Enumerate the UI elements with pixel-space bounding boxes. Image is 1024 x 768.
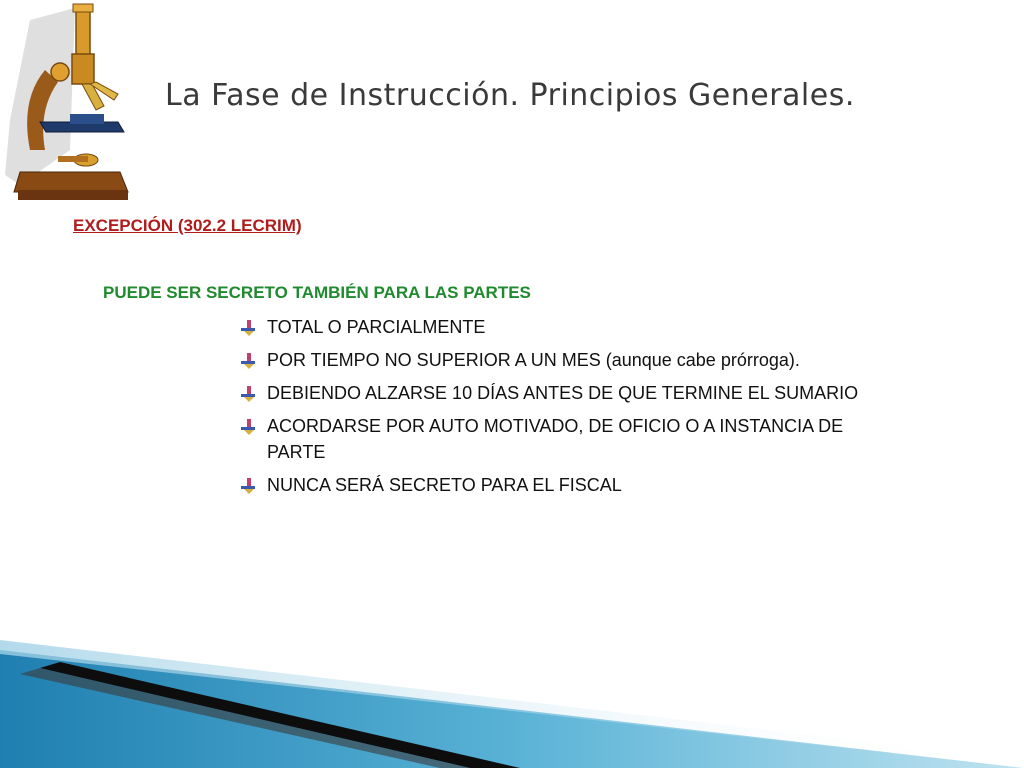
list-item-text: ACORDARSE POR AUTO MOTIVADO, DE OFICIO O A INSTANCIA DE PARTE [267,416,844,462]
arrow-bullet-icon [239,319,257,337]
list-item [238,314,898,340]
list-item [238,413,898,465]
arrow-bullet-icon [239,477,257,495]
list-item [238,472,898,498]
microscope-icon [0,0,150,210]
list-item [238,380,898,406]
list-item-text: DEBIENDO ALZARSE 10 DÍAS ANTES DE QUE TERMINE EL SUMARIO [267,383,859,403]
list-item [238,347,898,373]
list-item-text: POR TIEMPO NO SUPERIOR A UN MES (aunque cabe prórroga). [267,350,800,370]
bottom-decoration [0,640,1024,768]
bullet-list [238,314,898,505]
arrow-bullet-icon [239,385,257,403]
arrow-bullet-icon [239,352,257,370]
list-item-text: NUNCA SERÁ SECRETO PARA EL FISCAL [267,475,622,495]
arrow-bullet-icon [239,418,257,436]
subheading: PUEDE SER SECRETO TAMBIÉN PARA LAS PARTES [103,283,531,302]
exception-heading: EXCEPCIÓN (302.2 LECRIM) [73,216,302,235]
slide-title: La Fase de Instrucción. Principios Generales. [165,78,855,113]
list-item-text: TOTAL O PARCIALMENTE [267,317,486,337]
